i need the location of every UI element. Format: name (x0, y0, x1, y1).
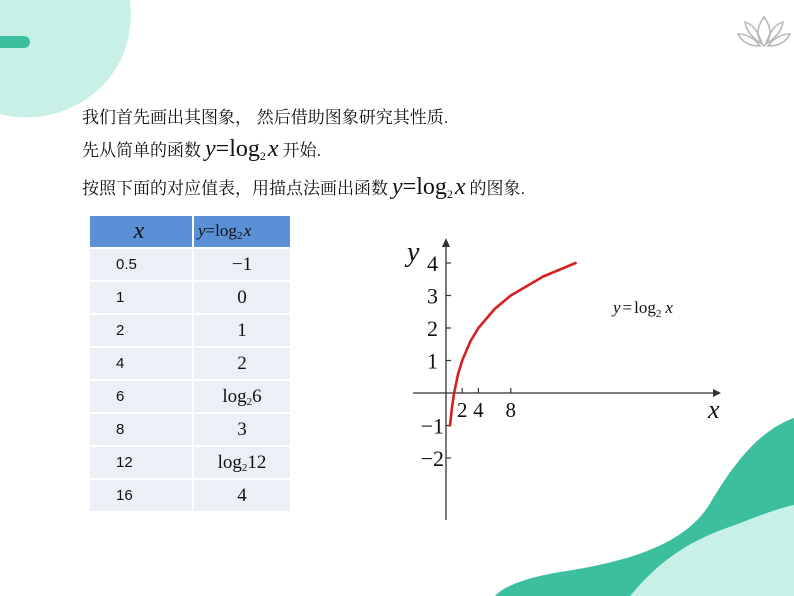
y-tick-label: 3 (427, 283, 438, 309)
formula-x: x (243, 221, 252, 240)
y-tick-label: 1 (427, 348, 438, 374)
table-cell-x: 6 (90, 381, 192, 412)
formula-inline-2 (392, 174, 466, 202)
intro-text-2b: 开始. (282, 141, 322, 160)
x-axis-label: x (708, 395, 720, 424)
y-tick-label: −2 (420, 446, 444, 471)
table-cell-base: 2 (241, 461, 248, 474)
y-tick-label: −1 (420, 413, 444, 439)
table-cell-x: 1 (90, 282, 192, 313)
table-cell-base: 2 (246, 395, 253, 408)
formula-x: x (454, 174, 466, 200)
intro-text-2a: 先从简单的函数 (82, 141, 201, 160)
table-cell-y (194, 381, 290, 412)
table-row (90, 381, 290, 412)
table-cell-y: 2 (194, 348, 290, 379)
table-cell-y: 0 (194, 282, 290, 313)
formula-inline-1 (205, 136, 279, 164)
table-cell-x: 8 (90, 414, 192, 445)
table-row (90, 249, 290, 280)
table-cell-y: 4 (194, 480, 290, 511)
formula-log: log (215, 221, 237, 240)
intro-text-3b: 的图象. (469, 179, 526, 198)
curve-label-x: x (665, 298, 673, 317)
table-header-row (90, 216, 290, 247)
x-tick-label: 4 (473, 398, 484, 422)
table-cell-x: 4 (90, 348, 192, 379)
formula-log: log (229, 136, 260, 162)
y-tick-label: 2 (427, 316, 438, 341)
table-cell-x: 0.5 (90, 249, 192, 280)
formula-y: y (198, 221, 206, 240)
formula-y: y (392, 174, 403, 200)
value-table (88, 214, 292, 513)
table-cell-y: −1 (194, 249, 290, 280)
y-tick-label: 4 (427, 251, 438, 276)
table-row (90, 414, 290, 445)
curve-label-log: log (634, 298, 656, 317)
curve-label (611, 298, 673, 320)
formula-base: 2 (236, 230, 243, 242)
table-row (90, 348, 290, 379)
table-cell-y (194, 447, 290, 478)
formula-eq: = (402, 174, 417, 200)
top-left-mint-shape (0, 0, 131, 118)
table-cell-y: 3 (194, 414, 290, 445)
intro-line-1 (82, 103, 448, 128)
curve-label-y: y (613, 298, 621, 317)
curve-label-base: 2 (655, 308, 662, 320)
x-tick-label: 8 (505, 398, 517, 422)
table-cell-log: log (217, 451, 242, 473)
formula-eq: = (215, 136, 230, 162)
table-cell-x: 16 (90, 480, 192, 511)
table-row (90, 315, 290, 346)
formula-base: 2 (259, 149, 266, 163)
table-cell-log: log (222, 385, 247, 407)
table-row (90, 480, 290, 511)
x-tick-label: 2 (456, 398, 468, 422)
table-row (90, 282, 290, 313)
formula-y: y (205, 136, 216, 162)
intro-line-2 (82, 136, 321, 164)
formula-base: 2 (446, 187, 453, 201)
log-graph (395, 225, 735, 525)
table-cell-x: 12 (90, 447, 192, 478)
curve-label-eq: = (622, 298, 633, 317)
intro-text-1: 我们首先画出其图象， 然后借助图象研究其性质. (82, 108, 449, 127)
y-axis-arrow (442, 238, 450, 247)
table-header-x: x (90, 216, 192, 247)
intro-line-3 (82, 174, 525, 202)
formula-x: x (267, 136, 279, 162)
y-axis-label: y (407, 237, 420, 268)
formula-log: log (416, 174, 447, 200)
table-row (90, 447, 290, 478)
intro-text-3a: 按照下面的对应值表，用描点法画出函数 (82, 179, 388, 198)
lotus-icon (738, 17, 790, 46)
table-cell-x: 2 (90, 315, 192, 346)
formula-eq: = (205, 221, 216, 240)
table-header-y (194, 216, 290, 247)
top-left-teal-bar (0, 36, 30, 48)
table-cell-arg: 12 (247, 451, 267, 473)
table-cell-y: 1 (194, 315, 290, 346)
table-cell-arg: 6 (252, 385, 262, 407)
